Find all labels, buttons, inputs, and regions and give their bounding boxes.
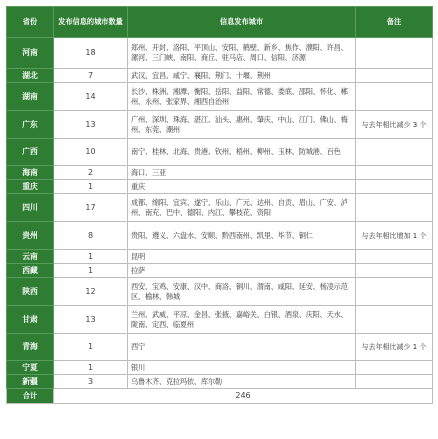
table-row	[7, 69, 433, 83]
table-row	[7, 139, 433, 166]
header-note: 备注	[356, 7, 433, 38]
count-cell: 1	[54, 361, 128, 375]
cities-cell: 乌鲁木齐、克拉玛依、库尔勒	[128, 375, 356, 389]
cities-cell: 郑州、开封、洛阳、平顶山、安阳、鹤壁、新乡、焦作、濮阳、许昌、漯河、三门峡、南阳、商丘、驻马店、周口、信阳、济源	[128, 38, 356, 69]
cities-cell: 昆明	[128, 250, 356, 264]
header-province: 省份	[7, 7, 54, 38]
province-cell: 重庆	[7, 180, 54, 194]
note-cell	[356, 69, 433, 83]
table-row	[7, 83, 433, 111]
province-cell: 贵州	[7, 222, 54, 250]
table-row	[7, 361, 433, 375]
table-row	[7, 166, 433, 180]
province-cell: 四川	[7, 194, 54, 222]
header-row	[7, 7, 433, 38]
city-info-table	[6, 6, 433, 404]
note-cell	[356, 180, 433, 194]
province-cell: 湖北	[7, 69, 54, 83]
count-cell: 10	[54, 139, 128, 166]
province-cell: 河南	[7, 38, 54, 69]
header-count: 发布信息的城市数量	[54, 7, 128, 38]
count-cell: 17	[54, 194, 128, 222]
note-cell	[356, 306, 433, 334]
total-label: 合计	[7, 389, 54, 404]
province-cell: 广东	[7, 111, 54, 139]
province-cell: 宁夏	[7, 361, 54, 375]
note-cell: 与去年相比减少 1 个	[356, 334, 433, 361]
count-cell: 12	[54, 278, 128, 306]
count-cell: 1	[54, 180, 128, 194]
count-cell: 8	[54, 222, 128, 250]
note-cell	[356, 250, 433, 264]
cities-cell: 银川	[128, 361, 356, 375]
header-cities: 信息发布城市	[128, 7, 356, 38]
count-cell: 1	[54, 250, 128, 264]
table-row	[7, 222, 433, 250]
count-cell: 13	[54, 111, 128, 139]
cities-cell: 武汉、宜昌、咸宁、襄阳、荆门、十堰、荆州	[128, 69, 356, 83]
total-count: 246	[54, 389, 433, 404]
note-cell: 与去年相比增加 1 个	[356, 222, 433, 250]
cities-cell: 广州、深圳、珠海、湛江、汕头、惠州、肇庆、中山、江门、佛山、梅州、东莞、潮州	[128, 111, 356, 139]
province-cell: 云南	[7, 250, 54, 264]
note-cell	[356, 38, 433, 69]
province-cell: 新疆	[7, 375, 54, 389]
count-cell: 13	[54, 306, 128, 334]
table-row	[7, 264, 433, 278]
note-cell: 与去年相比减少 3 个	[356, 111, 433, 139]
count-cell: 14	[54, 83, 128, 111]
count-cell: 3	[54, 375, 128, 389]
note-cell	[356, 361, 433, 375]
count-cell: 1	[54, 334, 128, 361]
table-row	[7, 194, 433, 222]
table-row	[7, 180, 433, 194]
table-row	[7, 334, 433, 361]
province-cell: 甘肃	[7, 306, 54, 334]
table-row	[7, 278, 433, 306]
cities-cell: 拉萨	[128, 264, 356, 278]
cities-cell: 西安、宝鸡、安康、汉中、商洛、铜川、渭南、咸阳、延安、杨凌示范区、榆林、韩城	[128, 278, 356, 306]
count-cell: 1	[54, 264, 128, 278]
count-cell: 18	[54, 38, 128, 69]
note-cell	[356, 139, 433, 166]
province-cell: 西藏	[7, 264, 54, 278]
note-cell	[356, 83, 433, 111]
province-cell: 广西	[7, 139, 54, 166]
province-cell: 海南	[7, 166, 54, 180]
table-row	[7, 375, 433, 389]
note-cell	[356, 278, 433, 306]
province-cell: 湖南	[7, 83, 54, 111]
table-row	[7, 38, 433, 69]
cities-cell: 重庆	[128, 180, 356, 194]
note-cell	[356, 264, 433, 278]
table-row	[7, 111, 433, 139]
count-cell: 7	[54, 69, 128, 83]
total-row	[7, 389, 433, 404]
table-row	[7, 306, 433, 334]
cities-cell: 西宁	[128, 334, 356, 361]
province-cell: 陕西	[7, 278, 54, 306]
cities-cell: 长沙、株洲、湘潭、衡阳、岳阳、益阳、常德、娄底、邵阳、怀化、郴州、永州、张家界、湘西自治州	[128, 83, 356, 111]
cities-cell: 贵阳、遵义、六盘水、安顺、黔西南州、凯里、毕节、铜仁	[128, 222, 356, 250]
note-cell	[356, 194, 433, 222]
count-cell: 2	[54, 166, 128, 180]
cities-cell: 成都、绵阳、宜宾、遂宁、乐山、广元、达州、自贡、眉山、广安、泸州、南充、巴中、德阳、内江、攀枝花、资阳	[128, 194, 356, 222]
cities-cell: 兰州、武威、平凉、金昌、张掖、嘉峪关、白银、酒泉、庆阳、天水、陇南、定西、临夏州	[128, 306, 356, 334]
table-row	[7, 250, 433, 264]
cities-cell: 海口、三亚	[128, 166, 356, 180]
cities-cell: 南宁、桂林、北海、贵港、钦州、梧州、柳州、玉林、防城港、百色	[128, 139, 356, 166]
note-cell	[356, 166, 433, 180]
province-cell: 青海	[7, 334, 54, 361]
note-cell	[356, 375, 433, 389]
